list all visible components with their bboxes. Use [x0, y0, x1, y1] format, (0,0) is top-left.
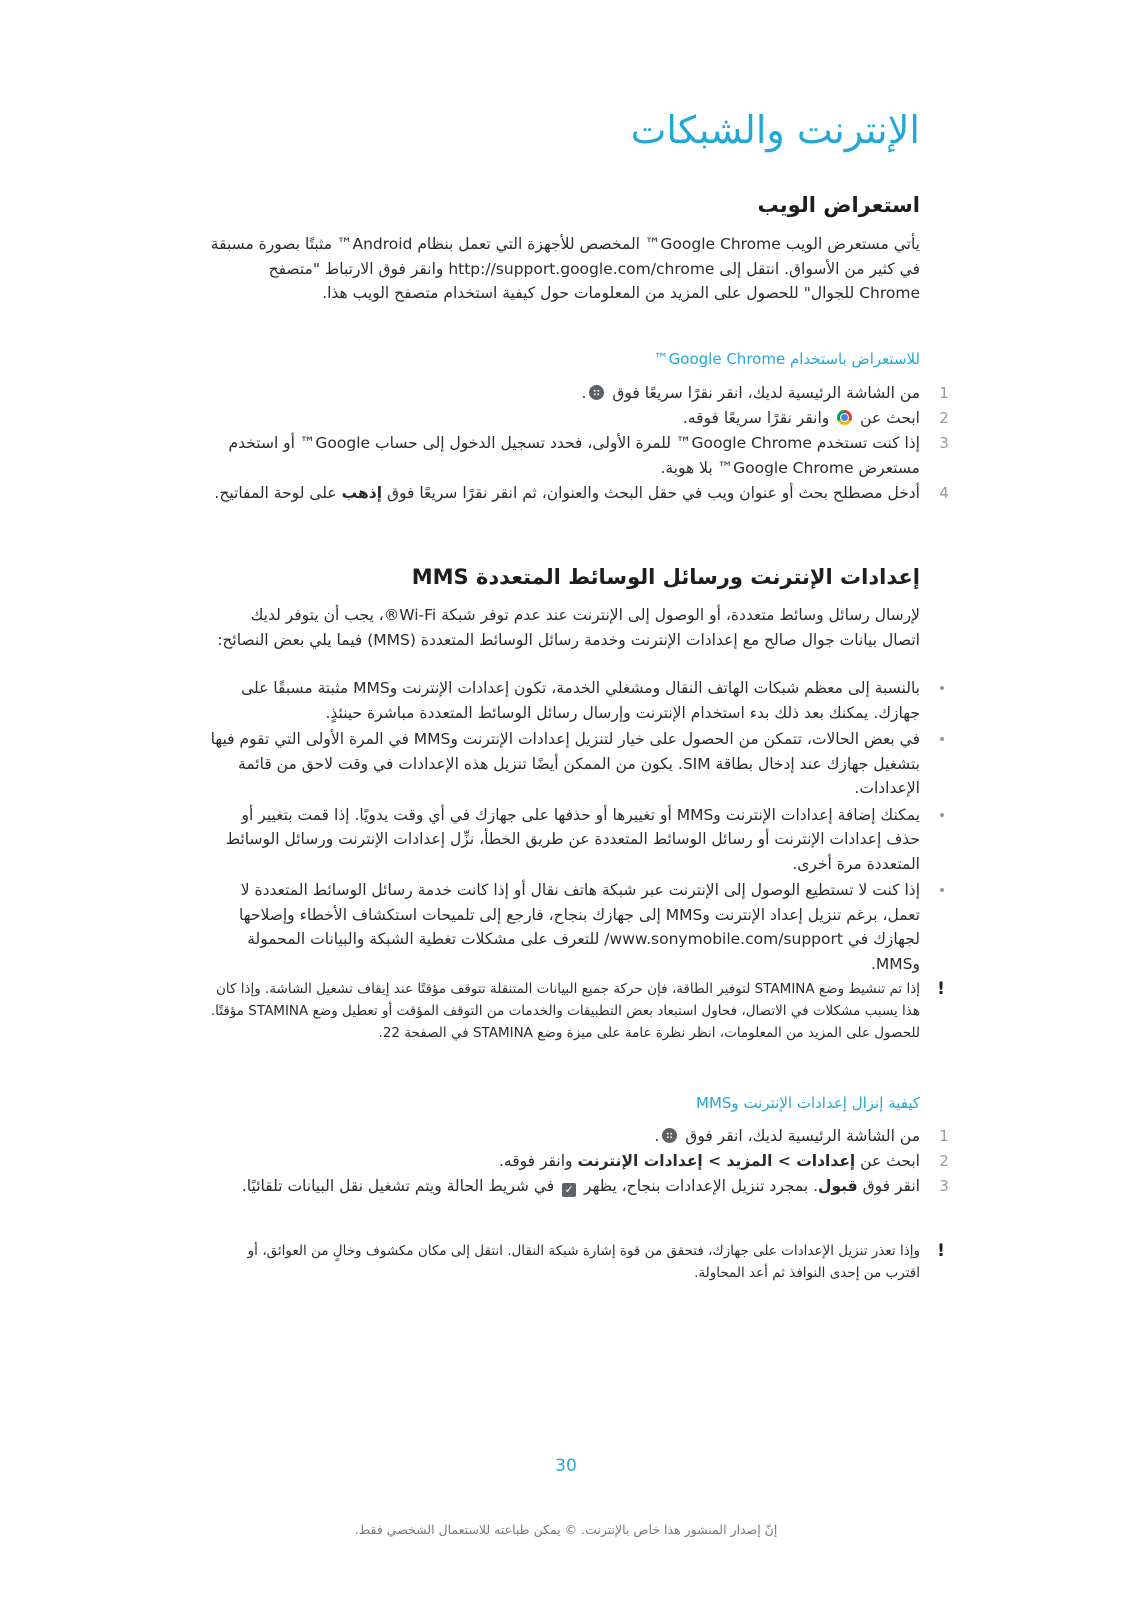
list-item: يمكنك إضافة إعدادات الإنترنت وMMS أو تغييرها أو حذفها على جهازك في أي وقت يدويًا. إذا قمت بتغيير أو حذف إعدادات الإنترنت أو رسائل الوسائط المتعددة عن طريق الخطأ، نزِّل إعدادات الإنترنت ورسائل الوسائط المتعددة مرة أخرى. — [210, 803, 920, 877]
list-item: بالنسبة إلى معظم شبكات الهاتف النقال ومشغلي الخدمة، تكون إعدادات الإنترنت وMMS مثبتة مسبقًا على جهازك. يمكنك بعد ذلك بدء استخدام الإنترنت وإرسال رسائل الوسائط المتعددة مباشرة حينئذٍ. — [210, 676, 920, 725]
warning-icon: ! — [937, 1241, 945, 1261]
internet-mms-intro: لإرسال رسائل وسائط متعددة، أو الوصول إلى الإنترنت عند عدم توفر شبكة Wi-Fi®، يجب أن يتوفر لديك اتصال بيانات جوال صالح مع إعدادات الإنترنت وخدمة رسائل الوسائط المتعددة (MMS) فيما يلي بعض النصائح: — [217, 606, 920, 649]
go-key-label: إذهب — [341, 484, 383, 502]
page-footer: إنّ إصدار المنشور هذا خاص بالإنترنت. © يمكن طباعته للاستعمال الشخصي فقط. — [354, 1522, 778, 1537]
chrome-icon — [837, 410, 852, 425]
subheading-browse-chrome: للاستعراض باستخدام Google Chrome™ — [653, 350, 920, 368]
bullet-dot — [940, 737, 944, 741]
step-item: 4 أدخل مصطلح بحث أو عنوان ويب في حقل البحث والعنوان، ثم انقر نقرًا سريعًا فوق إذهب على لوحة المفاتيح. — [214, 484, 949, 502]
warning-icon: ! — [937, 979, 945, 999]
document-page — [210, 0, 949, 1600]
bullet-dot — [940, 813, 944, 817]
step-item: 1 من الشاشة الرئيسية لديك، انقر نقرًا سريعًا فوق . — [581, 384, 949, 402]
bullet-dot — [940, 888, 944, 892]
chrome-steps — [210, 381, 949, 506]
step-item: 2 ابحث عن وانقر نقرًا سريعًا فوقه. — [682, 409, 949, 427]
step-item: 2 ابحث عن إعدادات > المزيد > إعدادات الإنترنت وانقر فوقه. — [499, 1152, 949, 1170]
section-heading-web-browsing: استعراض الويب — [757, 193, 920, 217]
step-item: 1 من الشاشة الرئيسية لديك، انقر فوق . — [654, 1127, 949, 1145]
download-settings-steps — [210, 1124, 949, 1199]
apps-grid-icon — [589, 385, 604, 400]
stamina-note: ! إذا تم تنشيط وضع STAMINA لتوفير الطاقة، فإن حركة جميع البيانات المتنقلة تتوقف مؤقتًا عند إيقاف تشغيل الشاشة. وإذا كان هذا يسبب مشكلات في الاتصال، فحاول استبعاد بعض التطبيقات والخدمات من التوقف المؤقت أو تعطيل وضع STAMINA مؤقتًا. للحصول على المزيد من المعلومات، انظر نظرة عامة على ميزة وضع STAMINA في الصفحة 22. — [210, 978, 920, 1044]
section-heading-internet-mms: إعدادات الإنترنت ورسائل الوسائط المتعددة MMS — [411, 565, 920, 589]
list-item: في بعض الحالات، تتمكن من الحصول على خيار لتنزيل إعدادات الإنترنت وMMS في المرة الأولى التي تقوم فيها بتشغيل جهازك عند إدخال بطاقة SIM. يكون من الممكن أيضًا تنزيل هذه الإعدادات في وقت لاحق من قائمة الإعدادات. — [210, 727, 920, 801]
page-number: 30 — [555, 1456, 577, 1476]
subheading-download-settings: كيفية إنزال إعدادات الإنترنت وMMS — [696, 1094, 920, 1112]
list-item: إذا كنت لا تستطيع الوصول إلى الإنترنت عبر شبكة هاتف نقال أو إذا كانت خدمة رسائل الوسائط المتعددة لا تعمل، برغم تنزيل إعداد الإنترنت وMMS إلى جهازك بنجاح، فارجع إلى تلميحات استكشاف الأخطاء وإصلاحها لجهازك في www.sonymobile.com/support/ للتعرف على مشكلات تغطية الشبكة والبيانات المحمولة وMMS. — [210, 878, 920, 976]
settings-path: إعدادات > المزيد > إعدادات الإنترنت — [577, 1152, 856, 1170]
page-title: الإنترنت والشبكات — [630, 108, 920, 152]
step-item: 3 إذا كنت تستخدم Google Chrome™ للمرة الأولى، فحدد تسجيل الدخول إلى حساب Google™ أو استخدم مستعرض Google Chrome™ بلا هوية. — [228, 434, 949, 477]
check-icon: ✓ — [562, 1183, 576, 1197]
download-failure-note: ! وإذا تعذر تنزيل الإعدادات على جهازك، فتحقق من قوة إشارة شبكة النقال. انتقل إلى مكان مكشوف وخالٍ من العوائق، أو اقترب من إحدى النوافذ ثم أعد المحاولة. — [210, 1240, 920, 1284]
bullet-dot — [940, 686, 944, 690]
mms-tips-list — [210, 676, 920, 976]
accept-label: قبول — [818, 1177, 858, 1195]
step-item: 3 انقر فوق قبول. بمجرد تنزيل الإعدادات بنجاح، يظهر ✓ في شريط الحالة ويتم تشغيل نقل البيانات تلقائيًا. — [241, 1177, 949, 1196]
web-browsing-intro: يأتي مستعرض الويب Google Chrome™ المخصص للأجهزة التي تعمل بنظام Android™ مثبتًا بصورة مسبقة في كثير من الأسواق. انتقل إلى http://support.google.com/chrome وانقر فوق الارتباط "متصفح Chrome للجوال" للحصول على المزيد من المعلومات حول كيفية استخدام متصفح الويب هذا. — [210, 235, 920, 302]
apps-grid-icon — [662, 1128, 677, 1143]
